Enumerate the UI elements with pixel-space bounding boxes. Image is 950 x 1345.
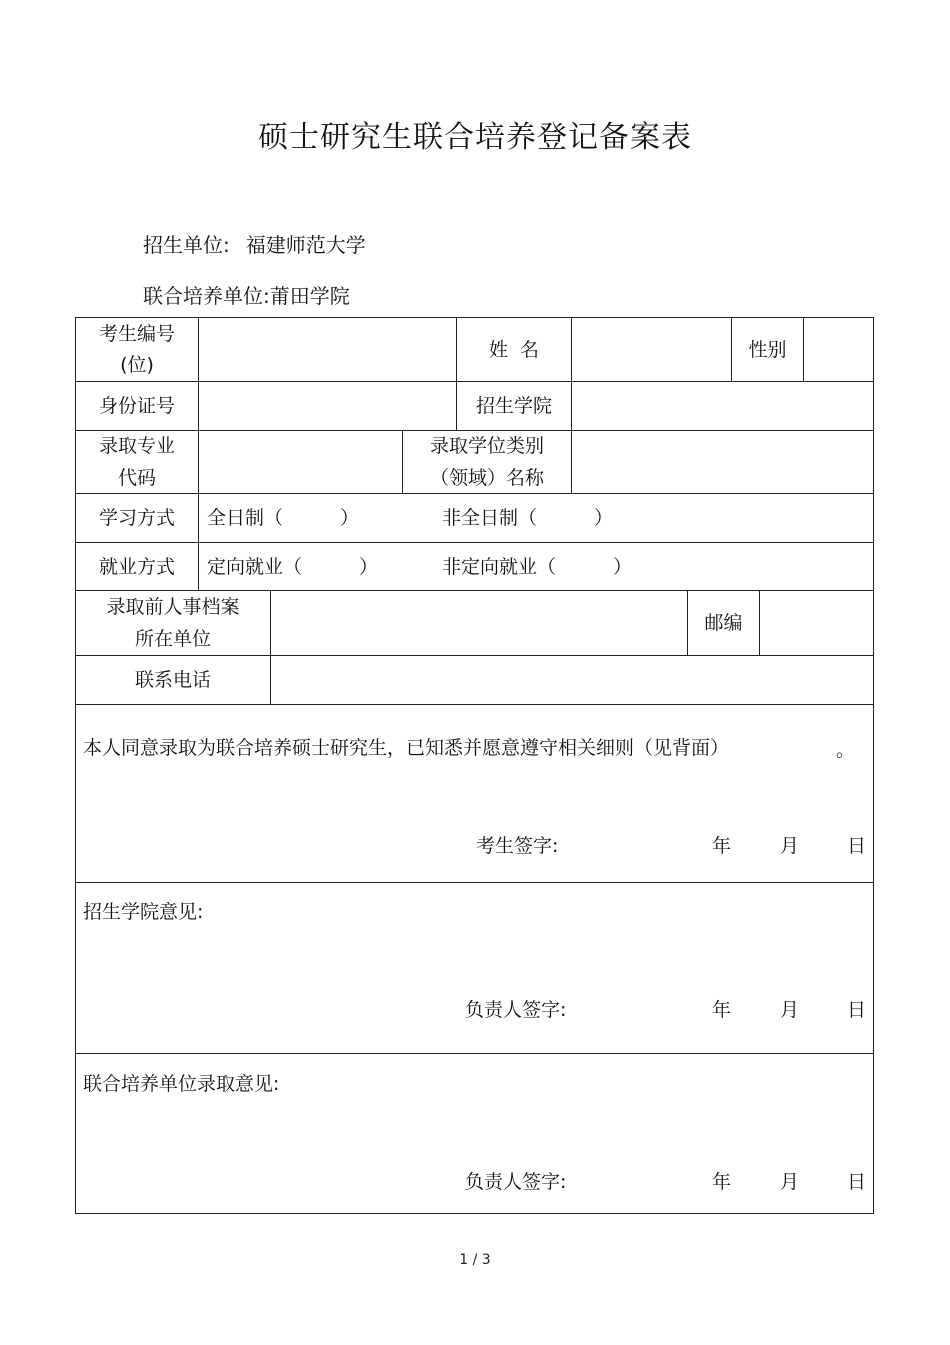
gender-label: 性别 bbox=[732, 318, 804, 381]
joint-unit-value: 莆田学院 bbox=[269, 284, 350, 308]
name-field[interactable] bbox=[572, 318, 732, 381]
row-phone bbox=[76, 656, 873, 705]
fulltime-option[interactable]: 全日制（ ） bbox=[207, 507, 360, 529]
registration-form bbox=[75, 317, 874, 1214]
employment-label: 就业方式 bbox=[76, 543, 199, 590]
candidate-signature-label: 考生签字: bbox=[476, 835, 559, 857]
phone-field[interactable] bbox=[271, 656, 873, 704]
school-opinion-section bbox=[76, 883, 873, 1054]
directed-option[interactable]: 定向就业（ ） bbox=[207, 556, 379, 578]
gender-field[interactable] bbox=[804, 318, 873, 381]
page-title: 硕士研究生联合培养登记备案表 bbox=[258, 120, 692, 155]
day-label: 日 bbox=[847, 1171, 867, 1193]
joint-unit-label: 联合培养单位: bbox=[143, 284, 270, 308]
year-label: 年 bbox=[712, 1171, 732, 1193]
joint-opinion-label: 联合培养单位录取意见: bbox=[83, 1073, 280, 1095]
archive-field[interactable] bbox=[271, 591, 688, 655]
major-code-label: 录取专业 代码 bbox=[76, 431, 199, 493]
page-number: 1 / 3 bbox=[459, 1252, 491, 1268]
month-label: 月 bbox=[780, 999, 800, 1021]
joint-opinion-section bbox=[76, 1054, 873, 1213]
nondirected-option[interactable]: 非定向就业（ ） bbox=[442, 556, 633, 578]
archive-label: 录取前人事档案 所在单位 bbox=[76, 591, 271, 655]
day-label: 日 bbox=[847, 835, 867, 857]
month-label: 月 bbox=[780, 835, 800, 857]
major-code-field[interactable] bbox=[199, 431, 403, 493]
row-archive bbox=[76, 591, 873, 656]
day-label: 日 bbox=[847, 999, 867, 1021]
joint-unit-line bbox=[143, 280, 350, 309]
row-id bbox=[76, 382, 873, 431]
degree-type-field[interactable] bbox=[572, 431, 873, 493]
school-field[interactable] bbox=[572, 382, 873, 430]
row-employment bbox=[76, 543, 873, 591]
postcode-field[interactable] bbox=[760, 591, 873, 655]
id-label: 身份证号 bbox=[76, 382, 199, 430]
school-label: 招生学院 bbox=[457, 382, 572, 430]
postcode-label: 邮编 bbox=[688, 591, 760, 655]
degree-type-label: 录取学位类别 （领域）名称 bbox=[403, 431, 572, 493]
school-opinion-label: 招生学院意见: bbox=[83, 901, 204, 923]
year-label: 年 bbox=[712, 999, 732, 1021]
school-leader-signature-label: 负责人签字: bbox=[465, 999, 567, 1021]
admission-unit-line bbox=[143, 229, 366, 258]
consent-text: 本人同意录取为联合培养硕士研究生，已知悉并愿意遵守相关细则（见背面） bbox=[83, 737, 730, 759]
joint-leader-signature-label: 负责人签字: bbox=[465, 1171, 567, 1193]
study-mode-options bbox=[199, 494, 873, 542]
row-study-mode bbox=[76, 494, 873, 543]
consent-period: 。 bbox=[836, 739, 856, 761]
employment-options bbox=[199, 543, 873, 590]
candidate-no-label: 考生编号 (位) bbox=[76, 318, 199, 381]
row-major bbox=[76, 431, 873, 494]
id-field[interactable] bbox=[199, 382, 457, 430]
consent-section bbox=[76, 705, 873, 883]
phone-label: 联系电话 bbox=[76, 656, 271, 704]
candidate-no-field[interactable] bbox=[199, 318, 457, 381]
year-label: 年 bbox=[712, 835, 732, 857]
admission-unit-label: 招生单位: bbox=[143, 233, 230, 257]
month-label: 月 bbox=[780, 1171, 800, 1193]
name-label: 姓 名 bbox=[457, 318, 572, 381]
admission-unit-value: 福建师范大学 bbox=[245, 233, 366, 257]
parttime-option[interactable]: 非全日制（ ） bbox=[442, 507, 614, 529]
study-mode-label: 学习方式 bbox=[76, 494, 199, 542]
row-candidate bbox=[76, 318, 873, 382]
